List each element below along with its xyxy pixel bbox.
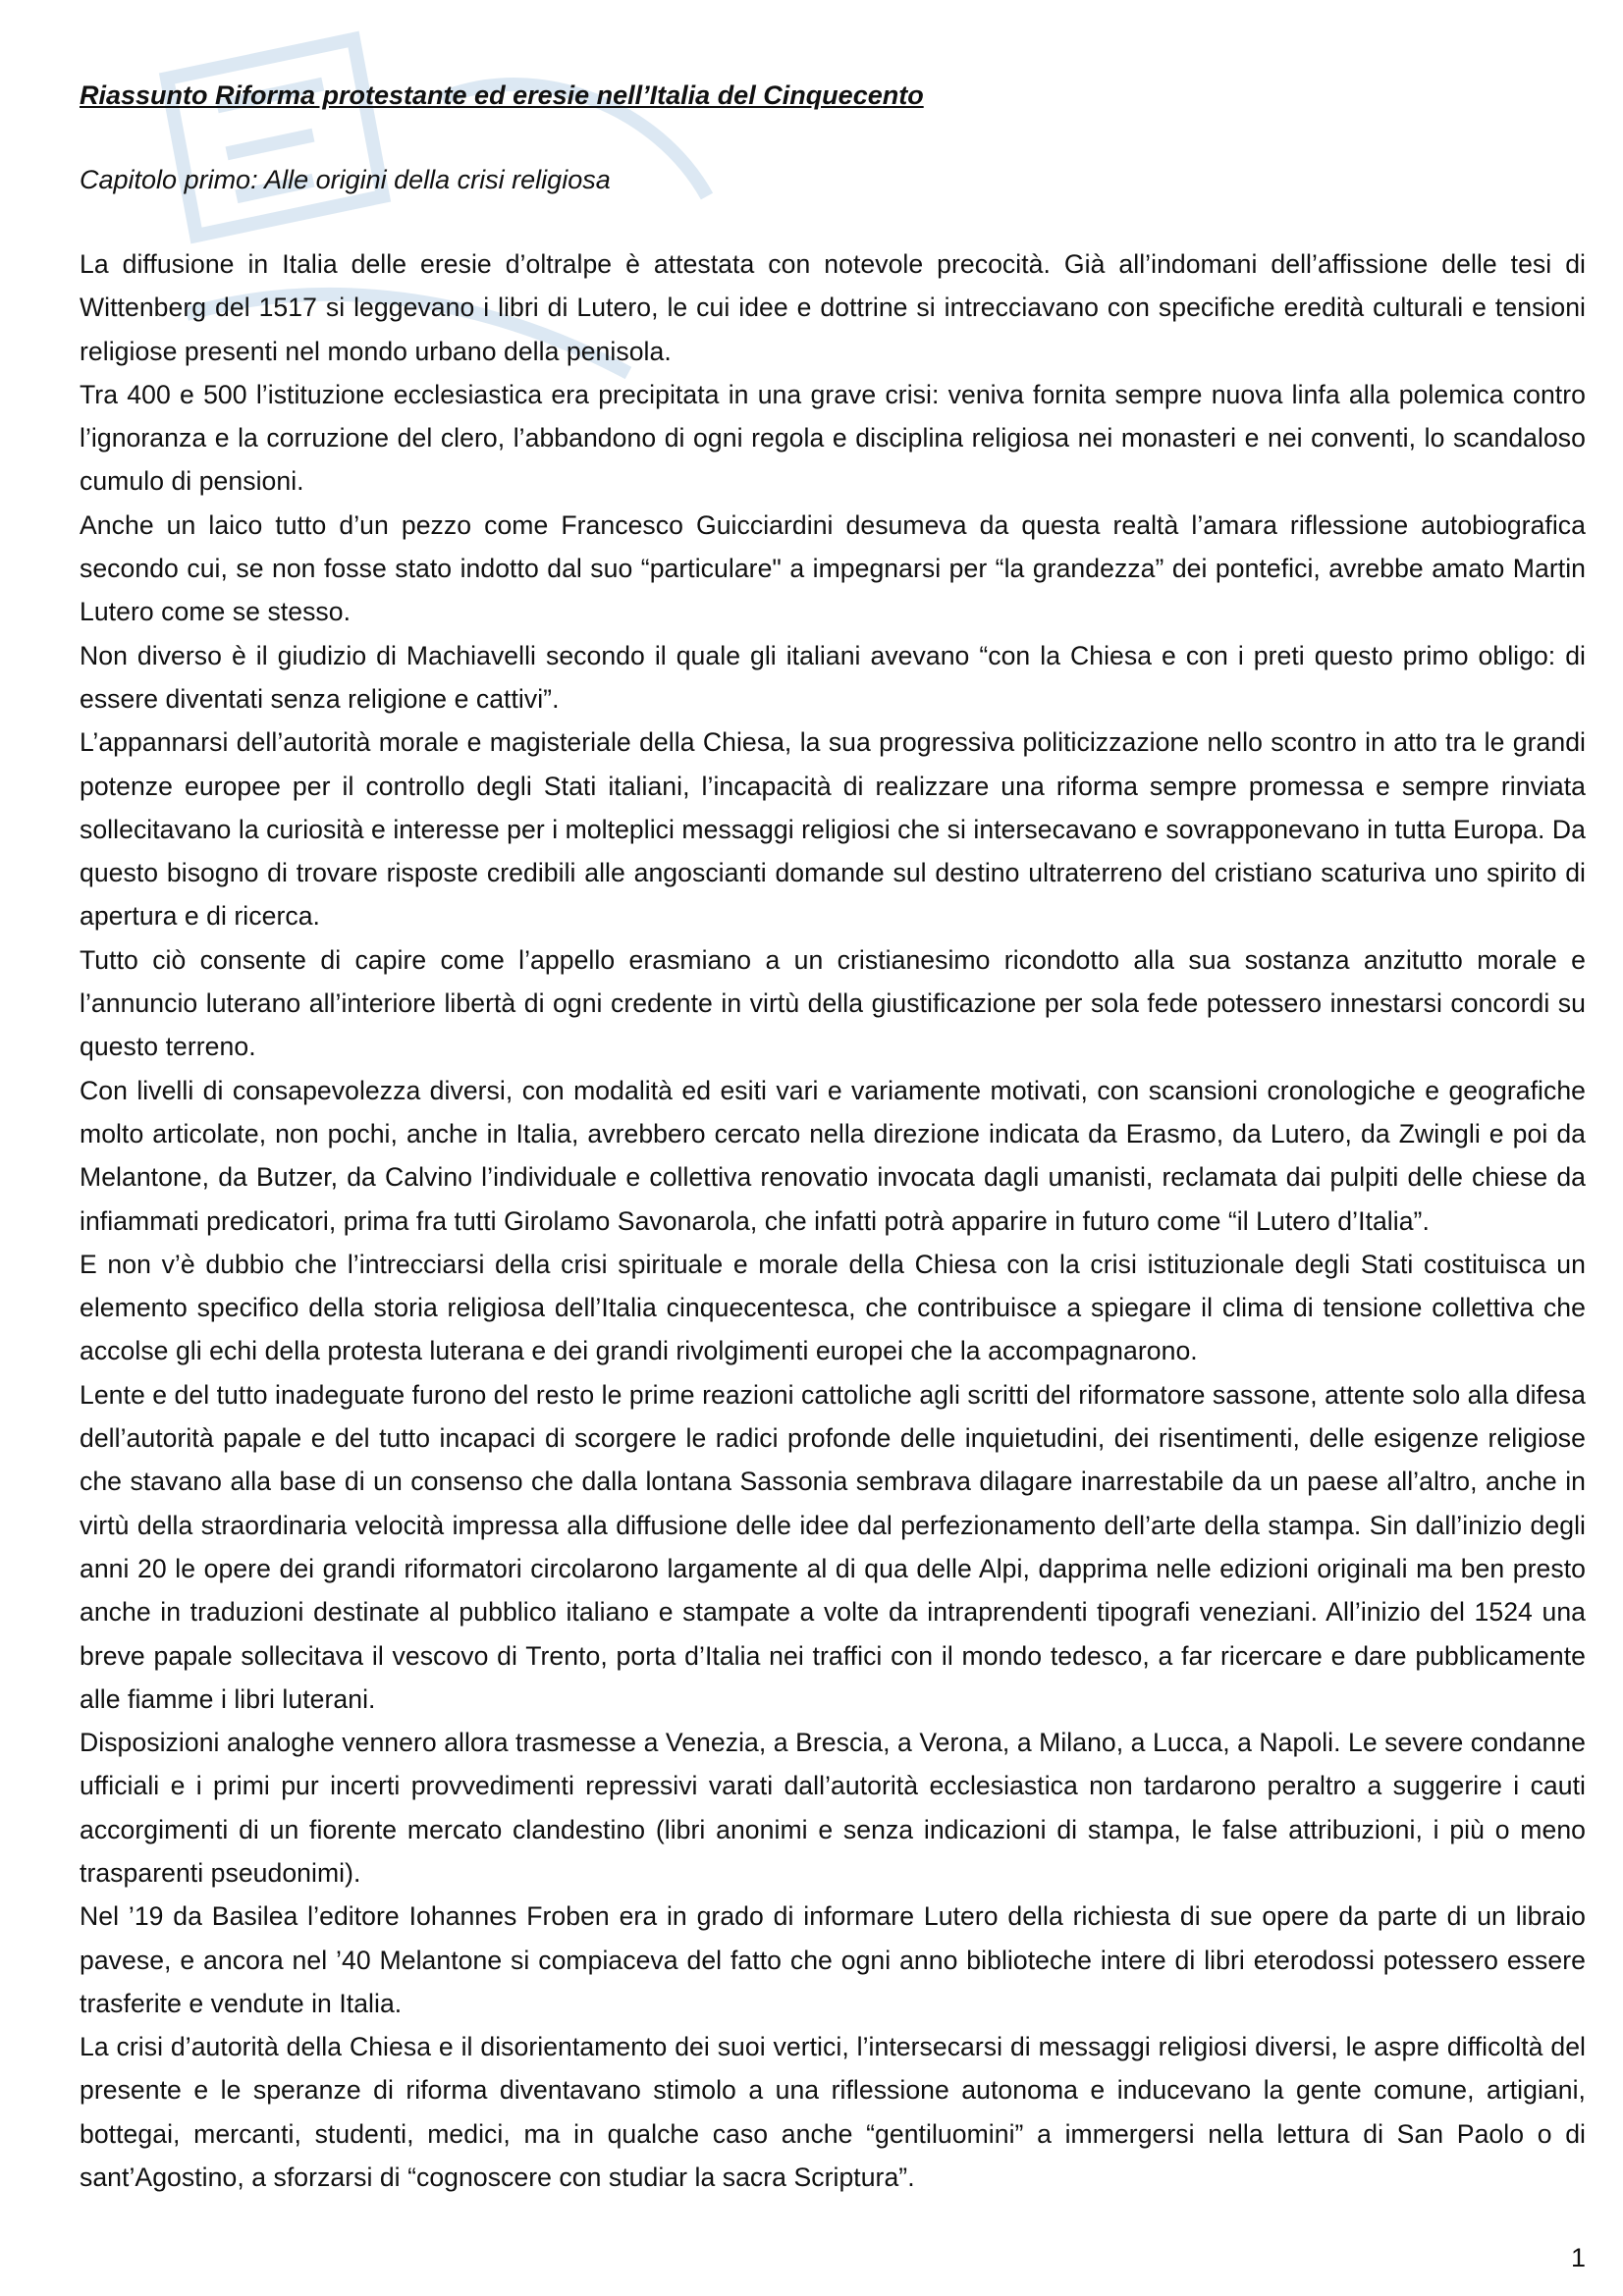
paragraph: Non diverso è il giudizio di Machiavelli secondo il quale gli italiani avevano “con la Chiesa e con i preti questo primo obligo: di essere diventati senza religione e cattivi”.	[80, 640, 1586, 714]
paragraph: La crisi d’autorità della Chiesa e il disorientamento dei suoi vertici, l’intersecarsi di messaggi religiosi diversi, le aspre difficoltà del presente e le speranze di riforma diventavano stimolo a una riflessione autonoma e inducevano la gente comune, artigiani, bottegai, mercanti, studenti, medici, ma in qualche caso anche “gentiluomini” a immergersi nella lettura di San Paolo o di sant’Agostino, a sforzarsi di “cognoscere con studiar la sacra Scriptura”.	[80, 2032, 1586, 2193]
paragraph: Tra 400 e 500 l’istituzione ecclesiastica era precipitata in una grave crisi: veniva fornita sempre nuova linfa alla polemica contro l’ignoranza e la corruzione del clero, l’abbandono di ogni regola e disciplina religiosa nei monasteri e nei conventi, lo scandaloso cumulo di pensioni.	[80, 379, 1586, 497]
document-body	[80, 74, 1586, 2199]
paragraph: La diffusione in Italia delle eresie d’oltralpe è attestata con notevole precocità. Già all’indomani dell’affissione delle tesi di Wittenberg del 1517 si leggevano i libri di Lutero, le cui idee e dottrine si intrecciavano con specifiche eredità culturali e tensioni religiose presenti nel mondo urbano della penisola.	[80, 249, 1586, 366]
paragraph: Anche un laico tutto d’un pezzo come Francesco Guicciardini desumeva da questa realtà l’amara riflessione autobiografica secondo cui, se non fosse stato indotto dal suo “particulare" a impegnarsi per “la grandezza” dei pontefici, avrebbe amato Martin Lutero come se stesso.	[80, 509, 1586, 627]
paragraph: Disposizioni analoghe vennero allora trasmesse a Venezia, a Brescia, a Verona, a Milano, a Lucca, a Napoli. Le severe condanne ufficiali e i primi pur incerti provvedimenti repressivi varati dall’autorità ecclesiastica non tardarono peraltro a suggerire i cauti accorgimenti di un fiorente mercato clandestino (libri anonimi e senza indicazioni di stampa, le false attribuzioni, i più o meno trasparenti pseudonimi).	[80, 1728, 1586, 1888]
document-title: Riassunto Riforma protestante ed eresie nell’Italia del Cinquecento	[80, 80, 924, 110]
paragraph: L’appannarsi dell’autorità morale e magisteriale della Chiesa, la sua progressiva politicizzazione nello scontro in atto tra le grandi potenze europee per il controllo degli Stati italiani, l’incapacità di realizzare una riforma sempre promessa e sempre rinviata sollecitavano la curiosità e interesse per i molteplici messaggi religiosi che si intersecavano e sovrapponevano in tutta Europa. Da questo bisogno di trovare risposte credibili alle angoscianti domande sul destino ultraterreno del cristiano scaturiva uno spirito di apertura e di ricerca.	[80, 727, 1586, 932]
page-number: 1	[1570, 2243, 1586, 2272]
paragraph: Lente e del tutto inadeguate furono del resto le prime reazioni cattoliche agli scritti del riformatore sassone, attente solo alla difesa dell’autorità papale e del tutto incapaci di scorgere le radici profonde delle inquietudini, dei risentimenti, delle esigenze religiose che stavano alla base di un consenso che dalla lontana Sassonia sembrava dilagare inarrestabile da un paese all’altro, anche in virtù della straordinaria velocità impressa alla diffusione delle idee dal perfezionamento dell’arte della stampa. Sin dall’inizio degli anni 20 le opere dei grandi riformatori circolarono largamente al di qua delle Alpi, dapprima nelle edizioni originali ma ben presto anche in traduzioni destinate al pubblico italiano e stampate a volte da intraprendenti tipografi veneziani. All’inizio del 1524 una breve papale sollecitava il vescovo di Trento, porta d’Italia nei traffici con il mondo tedesco, a far ricercare e dare pubblicamente alle fiamme i libri luterani.	[80, 1379, 1586, 1714]
paragraph: Nel ’19 da Basilea l’editore Iohannes Froben era in grado di informare Lutero della richiesta di sue opere da parte di un libraio pavese, e ancora nel ’40 Melantone si compiaceva del fatto che ogni anno biblioteche intere di libri eterodossi potessero essere trasferite e vendute in Italia.	[80, 1901, 1586, 2018]
chapter-heading: Capitolo primo: Alle origini della crisi religiosa	[80, 165, 611, 194]
paragraph: Tutto ciò consente di capire come l’appello erasmiano a un cristianesimo ricondotto alla sua sostanza anzitutto morale e l’annuncio luterano all’interiore libertà di ogni credente in virtù della giustificazione per sola fede potessero innestarsi concordi su questo terreno.	[80, 944, 1586, 1062]
paragraph: Con livelli di consapevolezza diversi, con modalità ed esiti vari e variamente motivati, con scansioni cronologiche e geografiche molto articolate, non pochi, anche in Italia, avrebbero cercato nella direzione indicata da Erasmo, da Lutero, da Zwingli e poi da Melantone, da Butzer, da Calvino l’individuale e collettiva renovatio invocata dagli umanisti, reclamata dai pulpiti delle chiese da infiammati predicatori, prima fra tutti Girolamo Savonarola, che infatti potrà apparire in futuro come “il Lutero d’Italia”.	[80, 1075, 1586, 1236]
paragraph: E non v’è dubbio che l’intrecciarsi della crisi spirituale e morale della Chiesa con la crisi istituzionale degli Stati costituisca un elemento specifico della storia religiosa dell’Italia cinquecentesca, che contribuisce a spiegare il clima di tensione collettiva che accolse gli echi della protesta luterana e dei grandi rivolgimenti europei che la accompagnarono.	[80, 1249, 1586, 1366]
